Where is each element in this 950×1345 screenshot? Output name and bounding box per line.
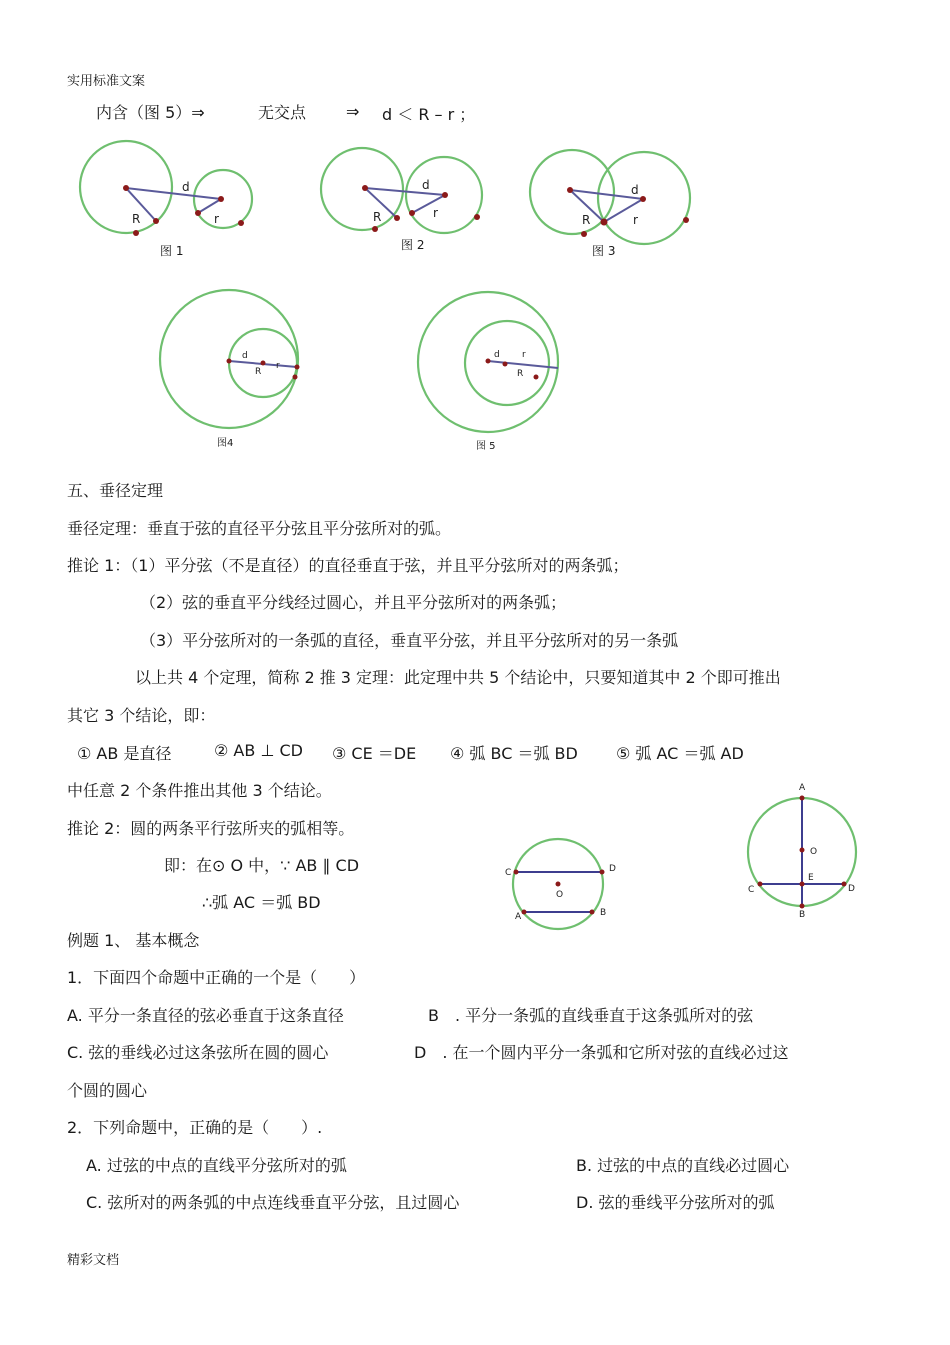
any-two-line: 中任意 2 个条件推出其他 3 个结论。 [67,781,332,800]
fig3-caption: 图 3 [592,244,616,258]
corollary1-item3: （3）平分弦所对的一条弧的直径，垂直平分弦，并且平分弦所对的另一条弧 [140,631,679,650]
example-title: 例题 1、 基本概念 [67,931,200,950]
q2-option-d: D. 弦的垂线平分弦所对的弧 [576,1193,775,1212]
condition-5: ⑤ 弧 AC ＝弧 AD [616,744,744,763]
q1-option-b: B . 平分一条弧的直线垂直于这条弧所对的弦 [428,1006,754,1025]
q1-stem: 1．下面四个命题中正确的一个是（ ） [67,968,366,987]
fig1-label-r: r [214,212,219,226]
q1-option-c: C. 弦的垂线必过这条弦所在圆的圆心 [67,1043,329,1062]
fig6-label-B: B [600,908,607,918]
fig4-caption: 图4 [217,438,234,449]
fig7-label-B: B [799,910,806,920]
fig7-label-D: D [848,884,855,894]
neihan-desc: 无交点 [258,103,307,122]
q2-option-c: C. 弦所对的两条弧的中点连线垂直平分弦，且过圆心 [86,1193,460,1212]
q2-option-a: A. 过弦的中点的直线平分弦所对的弧 [86,1156,347,1175]
fig4-label-d: d [242,351,248,361]
page-header: 实用标准文案 [67,74,146,89]
condition-1: ① AB 是直径 [77,744,172,763]
fig6-label-O: O [556,890,564,900]
neihan-formula: d ＜ R – r ； [382,105,476,124]
q1-option-a: A. 平分一条直径的弦必垂直于这条直径 [67,1006,344,1025]
fig6-label-C: C [505,868,512,878]
corollary2-then: ∴弧 AC ＝弧 BD [202,893,321,912]
fig5-label-R: R [517,369,524,379]
fig7-label-A: A [799,783,806,793]
fig7-label-O: O [810,847,818,857]
neihan-arrow: ⇒ [346,102,360,121]
condition-4: ④ 弧 BC ＝弧 BD [450,744,578,763]
fig1-caption: 图 1 [160,244,184,258]
corollary2-given: 即：在⊙ O 中，∵ AB ∥ CD [164,856,360,875]
fig1-label-d: d [182,180,190,194]
section-title: 五、垂径定理 [67,481,164,500]
fig4-label-r: r [276,361,280,371]
fig2-caption: 图 2 [401,238,425,252]
figure-perpendicular-diameter [740,780,870,925]
condition-3: ③ CE ＝DE [332,744,417,763]
corollary1-item1: 推论 1：（1）平分弦（不是直径）的直径垂直于弦，并且平分弦所对的两条弧； [67,556,629,575]
fig7-label-E: E [808,873,814,883]
fig3-label-r: r [633,213,638,227]
figure-2 [310,135,510,245]
fig2-label-R: R [373,210,382,224]
theorem-text: 垂径定理：垂直于弦的直径平分弦且平分弦所对的弧。 [67,519,452,538]
q1-option-d: D . 在一个圆内平分一条弧和它所对弦的直线必过这 [414,1043,789,1062]
fig5-label-r: r [522,350,526,360]
figure-parallel-chords [500,830,630,940]
q1-option-d-cont: 个圆的圆心 [67,1081,148,1100]
corollary1-item2: （2）弦的垂直平分线经过圆心，并且平分弦所对的两条弧； [140,593,567,612]
fig7-label-C: C [748,885,755,895]
condition-2: ② AB ⊥ CD [214,741,303,760]
neihan-term: 内含（图 5）⇒ [96,103,205,122]
fig5-label-d: d [494,350,500,360]
fig6-label-A: A [515,912,522,922]
q2-stem: 2．下列命题中，正确的是（ ）. [67,1118,323,1137]
fig6-label-D: D [609,864,616,874]
fig3-label-R: R [582,213,591,227]
summary-line1: 以上共 4 个定理，简称 2 推 3 定理：此定理中共 5 个结论中，只要知道其中 2 个即可推出 [135,668,781,687]
fig1-label-R: R [132,212,141,226]
page-footer: 精彩文档 [67,1253,120,1268]
fig4-label-R: R [255,367,262,377]
figure-3 [520,140,710,250]
fig2-label-r: r [433,206,438,220]
figure-4 [150,285,320,435]
fig3-label-d: d [631,183,639,197]
figure-5 [410,285,570,440]
corollary2-text: 推论 2：圆的两条平行弦所夹的弧相等。 [67,819,355,838]
summary-line2: 其它 3 个结论，即： [67,706,216,725]
fig2-label-d: d [422,178,430,192]
q2-option-b: B. 过弦的中点的直线必过圆心 [576,1156,790,1175]
fig5-caption: 图 5 [476,441,496,452]
